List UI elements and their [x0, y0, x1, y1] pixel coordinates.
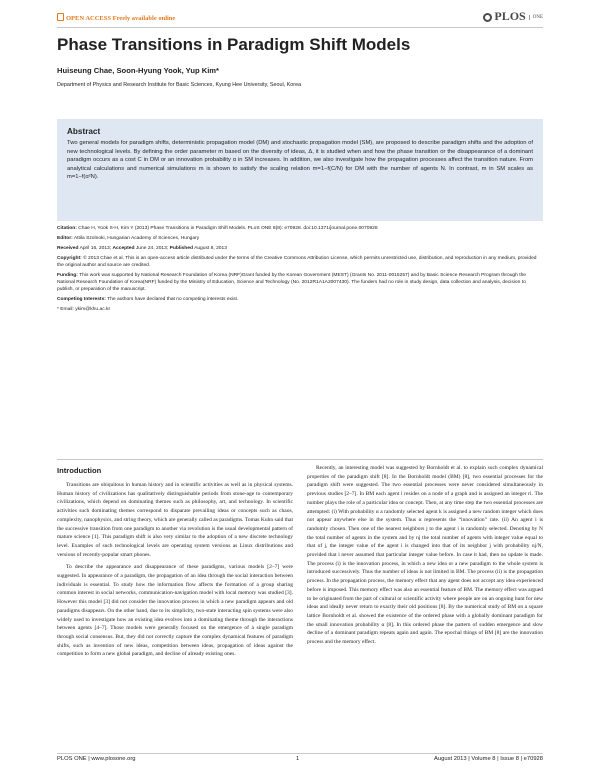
paragraph: Recently, an interesting model was suggested by Bornholdt et al. to explain such complex dynamical properties of the paradigm shift [8]. In the Bornholdt model (BM) [8], two essential processes for the paradigm shift were suggested. The two essential processes were never considered simultaneously in previous studies [2–7]. In BM each agent i resides on a node of a graph and is assigned an integer ri. The number plays the role of a particular idea or concept. Then, at any time step the two essential processes are attempted: (i) With probability α a randomly selected agent k is assigned a new random integer which does not appear anywhere else in the system. Thus α represents the “innovation” rate. (ii) An agent i is randomly chosen. Then one of the nearest neighbors j to the agent i is randomly selected. Denoting by N the total number of agents in the system and by nj the total number of agents with integer value equal to that of j, the integer value of the agent i is changed into that of its neighbor j with probability nj/N, provided that i never assumed that particular integer value before. In case it had, then no update is made. The process (i) is the innovation process, in which a new idea or a new paradigm to the whole system is introduced successively. Thus the number of ideas is not limited in BM. The process (ii) is the propagation process. In the propagation process, the memory effect that any agent does not accept any idea experienced before is imposed. This memory effect was also an essential feature of BM. The memory effect was argued to be originated from the part of cultural or scientific activity where people are on an ongoing hunt for new ideas and ideally never return to exactly their old positions [8]. By the numerical study of BM on a square lattice Bornholdt et al. showed the existence of the ordered phase with a globally dominant paradigm for the small innovation probability α [8]. In this ordered phase the pattern of sudden emergence and slow decline of a dominant paradigm repeats again and again. The epochal things of BM [8] are the innovation process and the memory effect.	[307, 465, 543, 646]
introduction-heading: Introduction	[57, 466, 102, 475]
funding-line: Funding: This work was supported by National Research Foundation of Korea (NRF)Grant funded by the Korean Government (MEST) (Grants No. 2011-0015257) and by Basic Science Research Program through the National Research Foundation of Korea(NRF) funded by the Ministry of Education, Science and Technology (No. 2012R1A1A2007430). The funders had no role in study design, data collection and analysis, decision to publish, or preparation of the manuscript.	[57, 273, 527, 292]
right-column	[307, 464, 543, 651]
open-lock-icon	[57, 13, 64, 21]
paragraph: To describe the appearance and disappearance of these paradigms, various models [2–7] were suggested. In appearance of a paradigm, the propagation of an idea through the social interaction between individuals is essential. To study how the information flow affects the formation of a group sharing common interest in social networks, communication-navigation model with local memory was studied [3]. However this model [3] did not consider the innovation process in which a new paradigm appears and old paradigms disappears. On the other hand, due to its simplicity, two-state interacting spin systems were also widely used to investigate how an existing idea evolves into a dominating theme through the interactions between agents [4–7]. Those models were generally focused on the emergence of a single paradigm through social consensus. But, they did not correctly capture the complex dynamical features of paradigm shifts, such as invention of new ideas, competition between ideas, propagation of ideas against the competition to form a new global paradigm, and decline of already existing ones.	[57, 564, 293, 658]
page-footer	[57, 756, 543, 762]
paragraph: Transitions are ubiquitous in human history and in scientific activities as well as in physical systems. Human history of civilizations has qualitatively distinguishable periods from stone-age to contemporary civilizations, which depend on dominating themes such as philosophy, art, and technology. In scientific activities such dominating themes correspond to disparate prevailing ideas or concepts such as chaos, complexity, nanophysics, and string theory, which are generally called as paradigms. Tomas Kuhn said that the successive transition from one paradigm to another via revolution is the usual developmental pattern of mature science [1]. This paradigm shift is also very similar to the adoption of a new discrete technology level. Examples of such technological levels are operating system versions as Linux distributions and versions of recently-popular smart phones.	[57, 482, 293, 558]
article-authors: Huiseung Chae, Soon-Hyung Yook, Yup Kim*	[57, 66, 220, 75]
footer-journal-url[interactable]: PLOS ONE | www.plosone.org	[57, 756, 136, 762]
plos-logo: PLOS ONE	[483, 9, 543, 24]
editor-line: Editor: Attila Szolnoki, Hungarian Academy of Sciences, Hungary	[57, 236, 200, 241]
section-rule	[57, 459, 543, 460]
left-column	[57, 466, 293, 663]
footer-issue-info: August 2013 | Volume 8 | Issue 8 | e70928	[434, 756, 543, 762]
author-affiliation: Department of Physics and Research Institute for Basic Sciences, Kyung Hee University, Seoul, Korea	[57, 82, 302, 88]
dates-line: Received April 16, 2013; Accepted June 24, 2013; Published August 8, 2013	[57, 246, 227, 251]
abstract-heading: Abstract	[67, 127, 101, 136]
citation-line: Citation: Chae H, Yook S-H, Kim Y (2013) Phase Transitions in Paradigm Shift Models. PLoS ONE 8(8): e70928. doi:10.1371/journal.pone.0070928	[57, 226, 378, 231]
abstract-text: Two general models for paradigm shifts, deterministic propagation model (DM) and stochastic propagation model (SM), are proposed to describe paradigm shifts and the adoption of new technological levels. By defining the order parameter m based on the diversity of ideas, Δ, it is studied when and how the phase transition or the disappearance of a dominant paradigm occurs as a cost C in DM or an innovation probability α in SM increases. In addition, we also investigate how the propagation processes affect the transition nature. From analytical calculations and numerical simulations m is shown to satisfy the scaling relation m=1−f(C/N) for DM with the number of agents N. In contrast, m in SM scales as m=1−f(α²N).	[67, 140, 533, 181]
plos-ring-icon	[483, 13, 492, 22]
page-number: 1	[296, 756, 300, 762]
header-rule	[57, 27, 543, 28]
article-metadata	[57, 225, 543, 316]
email-line[interactable]: * Email: ykim@khu.ac.kr	[57, 307, 111, 312]
competing-interests-line: Competing Interests: The authors have declared that no competing interests exist.	[57, 297, 239, 302]
article-title: Phase Transitions in Paradigm Shift Models	[57, 35, 411, 54]
footer-rule	[57, 753, 543, 754]
copyright-line: Copyright: © 2013 Chae et al. This is an open-access article distributed under the terms of the Creative Commons Attribution License, which permits unrestricted use, distribution, and reproduction in any medium, provided the original author and source are credited.	[57, 256, 537, 268]
abstract-box	[57, 119, 543, 221]
open-access-badge: OPEN ACCESS Freely available online	[57, 13, 175, 22]
